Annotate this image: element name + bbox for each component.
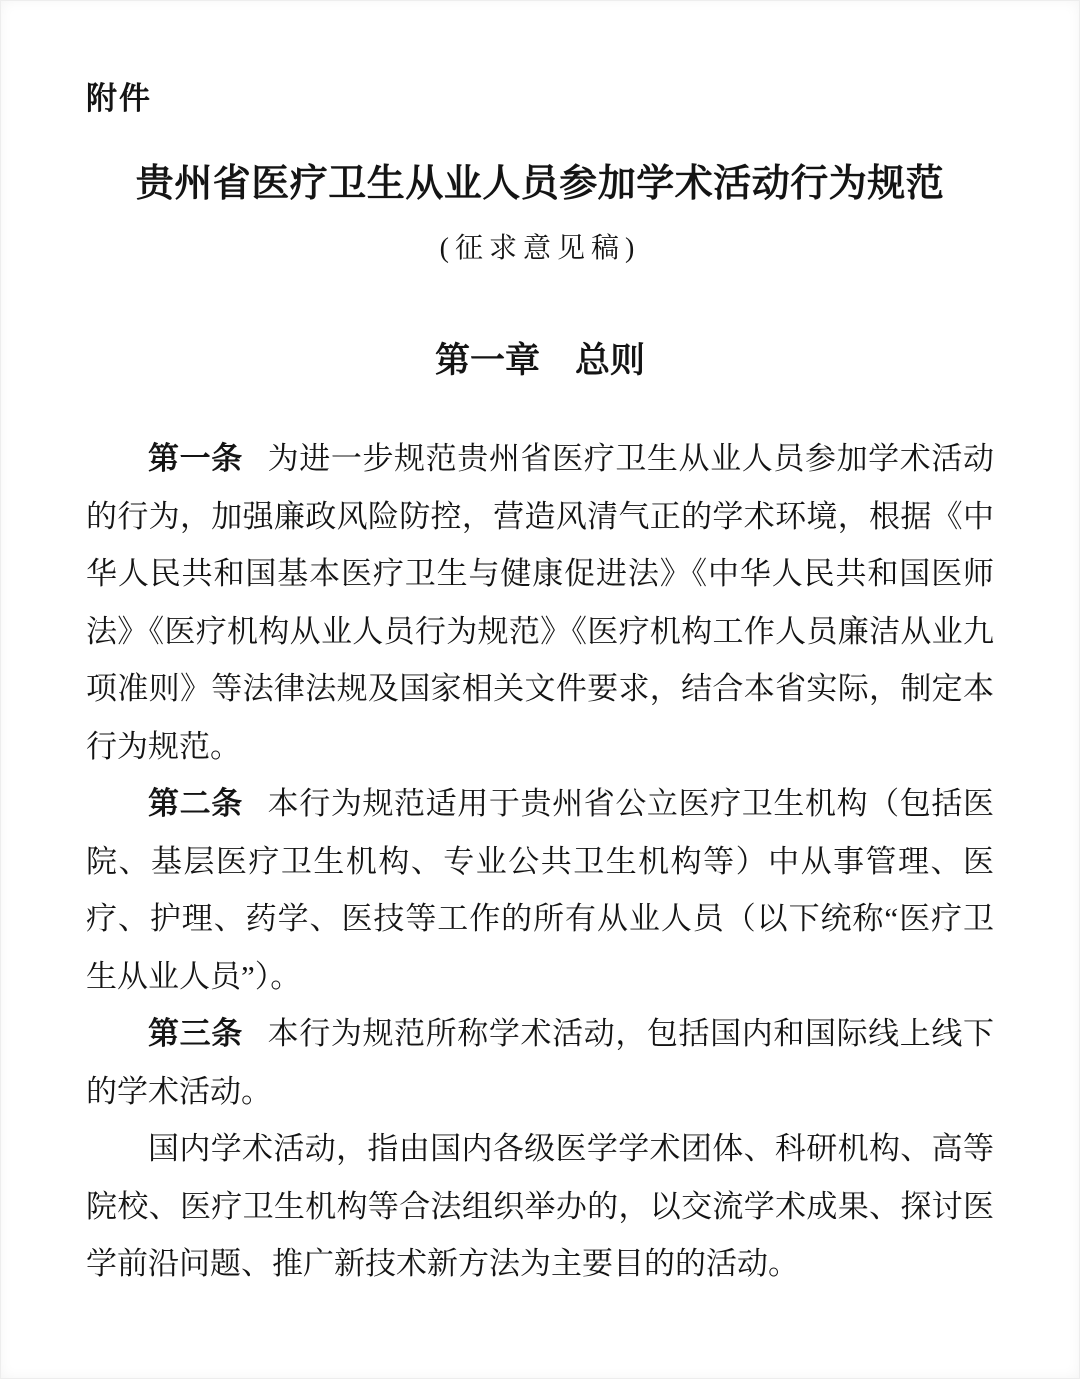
attachment-label: 附件 (86, 81, 152, 116)
paragraph-article-1 (86, 430, 994, 775)
paragraph-domestic-activities (86, 1120, 994, 1293)
article-3-label: 第三条 (148, 1016, 243, 1052)
article-2-text: 本行为规范适用于贵州省公立医疗卫生机构（包括医院、基层医疗卫生机构、专业公共卫生机构等）中从事管理、医疗、护理、药学、医技等工作的所有从业人员（以下统称“医疗卫生从业人员”）。 (86, 786, 995, 994)
article-3-text: 本行为规范所称学术活动，包括国内和国际线上线下的学术活动。 (86, 1016, 995, 1109)
paragraph-article-2 (86, 775, 994, 1005)
article-1-text: 为进一步规范贵州省医疗卫生从业人员参加学术活动的行为，加强廉政风险防控，营造风清气正的学术环境，根据《中华人民共和国基本医疗卫生与健康促进法》《中华人民共和国医师法》《医疗机构从业人员行为规范》《医疗机构工作人员廉洁从业九项准则》等法律法规及国家相关文件要求，结合本省实际，制定本行为规范。 (86, 441, 995, 764)
document-body (86, 430, 994, 1293)
article-1-label: 第一条 (148, 441, 243, 477)
article-2-label: 第二条 (148, 786, 243, 822)
domestic-activities-text: 国内学术活动，指由国内各级医学学术团体、科研机构、高等院校、医疗卫生机构等合法组织举办的，以交流学术成果、探讨医学前沿问题、推广新技术新方法为主要目的的活动。 (86, 1131, 994, 1282)
paragraph-article-3 (86, 1005, 994, 1120)
chapter-heading: 第一章 总则 (434, 340, 645, 380)
document-subtitle: (征求意见稿) (439, 232, 641, 264)
document-title: 贵州省医疗卫生从业人员参加学术活动行为规范 (135, 163, 945, 206)
